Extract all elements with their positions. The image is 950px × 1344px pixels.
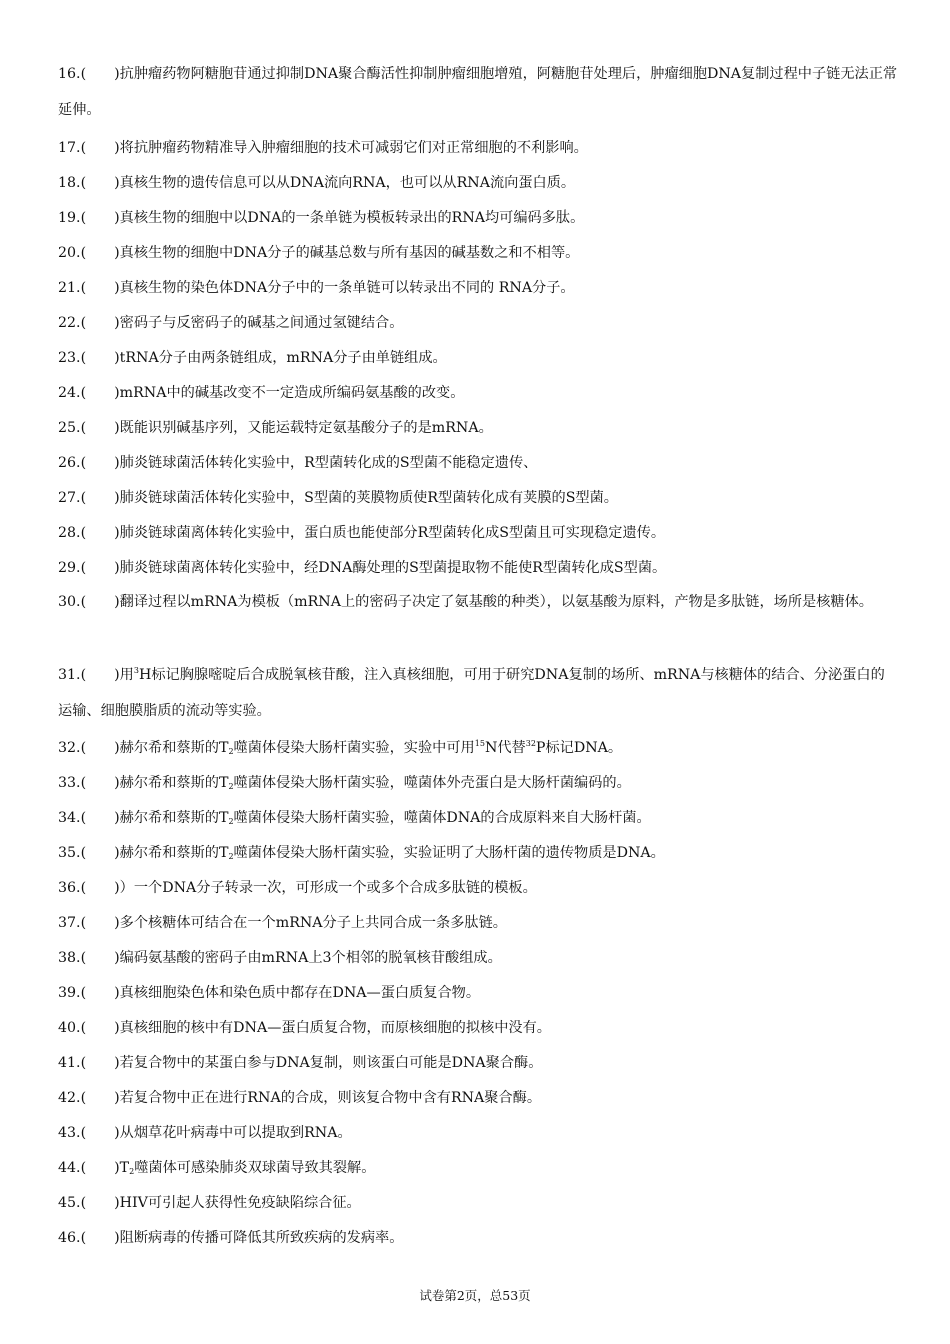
question-39: 39.( )真核细胞染色体和染色质中都存在DNA—蛋白质复合物。 (58, 985, 481, 1001)
question-19: 19.( )真核生物的细胞中以DNA的一条单链为模板转录出的RNA均可编码多肽。 (58, 210, 585, 226)
question-46: 46.( )阻断病毒的传播可降低其所致疾病的发病率。 (58, 1230, 404, 1246)
question-36: 36.( )）一个DNA分子转录一次，可形成一个或多个合成多肽链的模板。 (58, 880, 537, 896)
question-33: 33.( )赫尔希和蔡斯的$T_2$噬菌体侵染大肠杆菌实验，噬菌体外壳蛋白是大肠杆菌编码的。 (58, 775, 631, 791)
question-31: 31.( )用$^3$H标记胸腺嘧啶后合成脱氧核苷酸，注入真核细胞，可用于研究DNA复制的场所、mRNA与核糖体的结合、分泌蛋白的运输、细胞膜脂质的流动等实验。 (58, 666, 885, 719)
question-21: 21.( )真核生物的染色体DNA分子中的一条单链可以转录出不同的 RNA分子。 (58, 280, 575, 296)
question-number: 16. (58, 66, 81, 82)
question-42: 42.( )若复合物中正在进行RNA的合成，则该复合物中含有RNA聚合酶。 (58, 1090, 542, 1106)
question-41: 41.( )若复合物中的某蛋白参与DNA复制，则该蛋白可能是DNA聚合酶。 (58, 1055, 543, 1071)
question-17: 17.( )将抗肿瘤药物精准导入肿瘤细胞的技术可减弱它们对正常细胞的不利影响。 (58, 140, 588, 156)
question-29: 29.( )肺炎链球菌离体转化实验中，经DNA酶处理的S型菌提取物不能使R型菌转化成S型菌。 (58, 560, 667, 576)
question-25: 25.( )既能识别碱基序列，又能运载特定氨基酸分子的是mRNA。 (58, 420, 493, 436)
question-34: 34.( )赫尔希和蔡斯的$T_2$噬菌体侵染大肠杆菌实验，噬菌体DNA的合成原料来自大肠杆菌。 (58, 810, 651, 826)
question-27: 27.( )肺炎链球菌活体转化实验中，S型菌的荚膜物质使R型菌转化成有荚膜的S型菌。 (58, 490, 618, 506)
question-40: 40.( )真核细胞的核中有DNA—蛋白质复合物，而原核细胞的拟核中没有。 (58, 1020, 551, 1036)
question-45: 45.( )HIV可引起人获得性免疫缺陷综合征。 (58, 1195, 361, 1211)
question-30: 30.( )翻译过程以mRNA为模板（mRNA上的密码子决定了氨基酸的种类），以氨基酸为原料，产物是多肽链，场所是核糖体。 (58, 594, 873, 610)
question-35: 35.( )赫尔希和蔡斯的$T_2$噬菌体侵染大肠杆菌实验，实验证明了大肠杆菌的遗传物质是DNA。 (58, 845, 665, 861)
question-43: 43.( )从烟草花叶病毒中可以提取到RNA。 (58, 1125, 352, 1141)
question-37: 37.( )多个核糖体可结合在一个mRNA分子上共同合成一条多肽链。 (58, 915, 507, 931)
question-26: 26.( )肺炎链球菌活体转化实验中，R型菌转化成的S型菌不能稳定遗传、 (58, 455, 538, 471)
question-20: 20.( )真核生物的细胞中DNA分子的碱基总数与所有基因的碱基数之和不相等。 (58, 245, 580, 261)
question-16: 16.( )抗肿瘤药物阿糖胞苷通过抑制DNA聚合酶活性抑制肿瘤细胞增殖，阿糖胞苷处理后，肿瘤细胞DNA复制过程中子链无法正常延伸。 (58, 66, 898, 118)
question-38: 38.( )编码氨基酸的密码子由mRNA上3个相邻的脱氧核苷酸组成。 (58, 950, 502, 966)
question-23: 23.( )tRNA分子由两条链组成，mRNA分子由单链组成。 (58, 350, 447, 366)
question-32: 32.( )赫尔希和蔡斯的$T_2$噬菌体侵染大肠杆菌实验，实验中可用$^{15}$N代替$^{32}$P标记DNA。 (58, 739, 623, 756)
question-text: 抗肿瘤药物阿糖胞苷通过抑制DNA聚合酶活性抑制肿瘤细胞增殖，阿糖胞苷处理后，肿瘤细胞DNA复制过程中子链无法正常延伸。 (58, 66, 898, 118)
question-22: 22.( )密码子与反密码子的碱基之间通过氢键结合。 (58, 315, 404, 331)
question-44: 44.( )$T_2$噬菌体可感染肺炎双球菌导致其裂解。 (58, 1160, 376, 1176)
question-24: 24.( )mRNA中的碱基改变不一定造成所编码氨基酸的改变。 (58, 385, 465, 401)
page-footer: 试卷第2页，总53页 (419, 1288, 531, 1303)
question-28: 28.( )肺炎链球菌离体转化实验中，蛋白质也能使部分R型菌转化成S型菌且可实现稳定遗传。 (58, 525, 666, 541)
question-18: 18.( )真核生物的遗传信息可以从DNA流向RNA，也可以从RNA流向蛋白质。 (58, 175, 576, 191)
